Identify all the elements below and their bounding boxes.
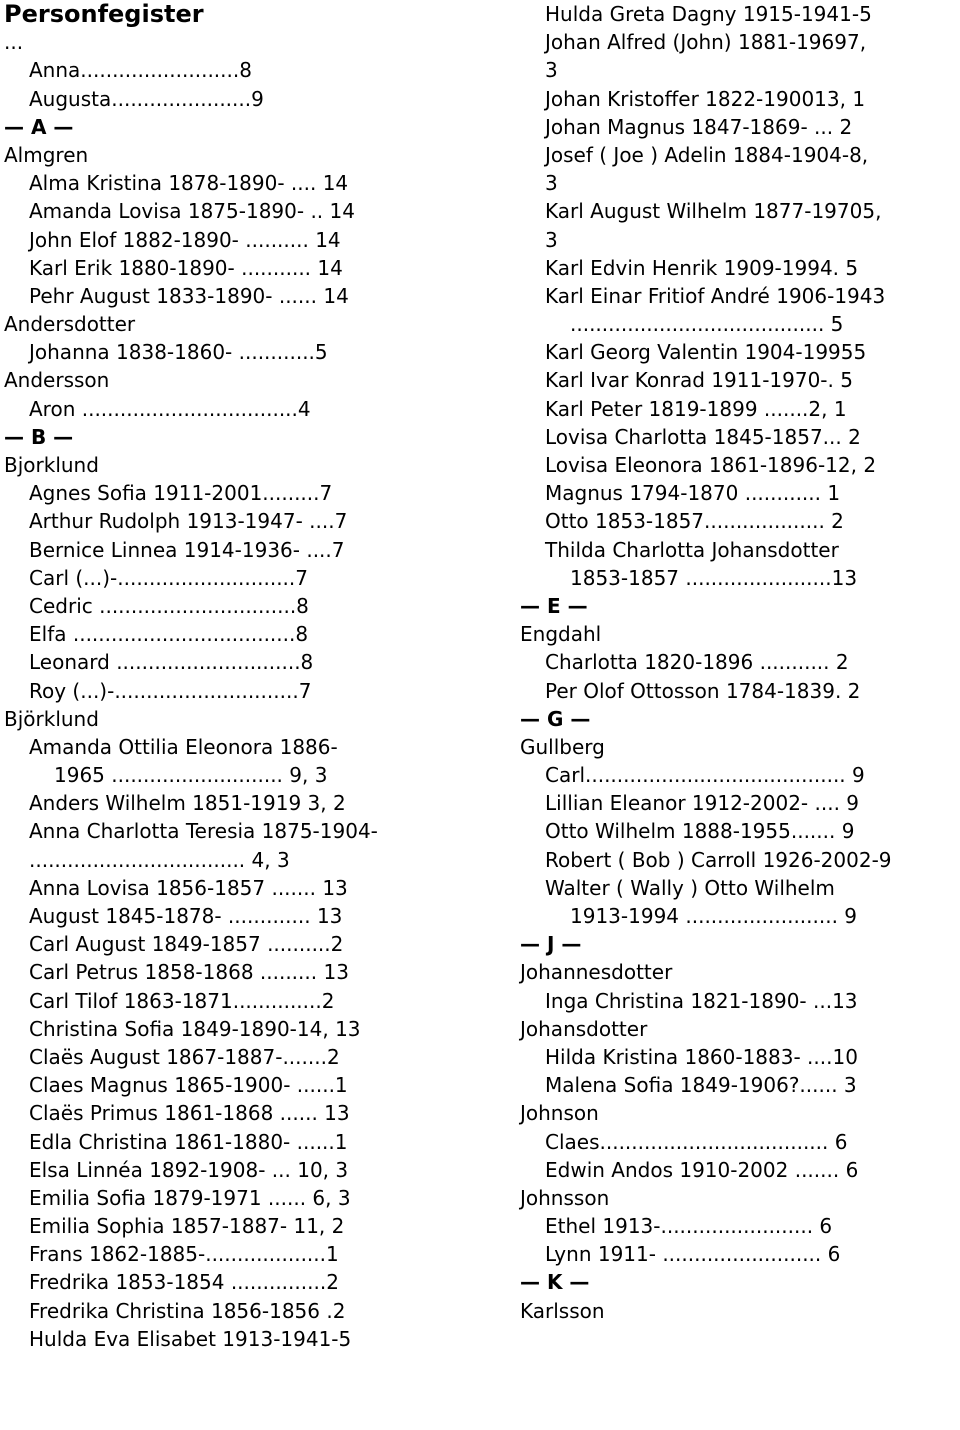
index-entry: Karl Erik 1880-1890- ........... 14	[29, 255, 343, 280]
letter-heading: — K —	[520, 1270, 590, 1295]
index-entry: Josef ( Joe ) Adelin 1884-1904-8,	[545, 142, 869, 167]
index-entry: Hilda Kristina 1860-1883- ....10	[545, 1044, 858, 1069]
index-entry: 1913-1994 ........................ 9	[570, 904, 858, 928]
index-entry: Per Olof Ottosson 1784-1839. 2	[545, 678, 861, 703]
index-entry: Johanna 1838-1860- ............5	[29, 340, 328, 365]
index-entry: Amanda Ottilia Eleonora 1886-	[29, 734, 338, 759]
index-entry: Claës August 1867-1887-.......2	[29, 1044, 340, 1069]
index-entry: Johan Alfred (John) 1881-19697,	[545, 30, 867, 55]
index-entry: Claës Primus 1861-1868 ...... 13	[29, 1101, 350, 1126]
index-entry: 3	[545, 58, 558, 83]
index-entry: Aron ..................................4	[29, 396, 311, 421]
surname-heading: Engdahl	[520, 622, 602, 647]
surname-heading: Bjorklund	[4, 453, 99, 477]
index-entry: Anders Wilhelm 1851-1919 3, 2	[29, 791, 346, 816]
surname-heading: Andersdotter	[4, 312, 136, 337]
index-entry: Elfa ...................................8	[29, 622, 309, 647]
surname-heading: Johannesdotter	[520, 960, 673, 985]
page-title: Personfegister	[4, 0, 204, 28]
index-entry: Carl (...)-............................7	[29, 565, 308, 590]
index-entry: Edwin Andos 1910-2002 ....... 6	[545, 1157, 859, 1182]
index-entry: John Elof 1882-1890- .......... 14	[29, 227, 341, 252]
index-entry: Carl August 1849-1857 ..........2	[29, 932, 344, 957]
index-entry: Edla Christina 1861-1880- ......1	[29, 1129, 348, 1154]
surname-heading: Johnsson	[520, 1185, 610, 1210]
index-entry: Frans 1862-1885-...................1	[29, 1242, 339, 1267]
index-entry: Otto Wilhelm 1888-1955....... 9	[545, 819, 855, 844]
index-entry: Lynn 1911- ......................... 6	[545, 1242, 841, 1267]
index-entry: Claes Magnus 1865-1900- ......1	[29, 1073, 348, 1098]
surname-heading: Andersson	[4, 368, 110, 393]
surname-heading: ...	[4, 30, 24, 55]
surname-heading: Johnson	[520, 1101, 599, 1126]
index-entry: Carl Tilof 1863-1871..............2	[29, 988, 335, 1013]
index-entry: Robert ( Bob ) Carroll 1926-2002-9	[545, 847, 892, 872]
letter-heading: — A —	[4, 114, 74, 139]
index-entry: Roy (...)-.............................7	[29, 678, 312, 703]
letter-heading: — E —	[520, 593, 588, 618]
letter-heading: — J —	[520, 932, 582, 957]
surname-heading: Gullberg	[520, 734, 605, 759]
index-entry: Karl Einar Fritiof André 1906-1943	[545, 283, 886, 308]
index-column-left	[4, 0, 434, 1353]
index-entry: Pehr August 1833-1890- ...... 14	[29, 283, 349, 308]
index-entry: Emilia Sophia 1857-1887- 11, 2	[29, 1214, 345, 1239]
index-entry: Elsa Linnéa 1892-1908- ... 10, 3	[29, 1157, 349, 1182]
index-entry: Agnes Sofia 1911-2001.........7	[29, 481, 333, 506]
index-entry: Inga Christina 1821-1890- ...13	[545, 988, 858, 1013]
index-entry: Karl August Wilhelm 1877-19705,	[545, 199, 882, 224]
index-entry: 1853-1857 .......................13	[570, 565, 858, 590]
index-entry: Ethel 1913-........................ 6	[545, 1214, 833, 1239]
index-entry: Karl Peter 1819-1899 .......2, 1	[545, 396, 847, 421]
index-entry: Walter ( Wally ) Otto Wilhelm	[545, 875, 835, 900]
index-entry: Alma Kristina 1878-1890- .... 14	[29, 171, 349, 196]
index-entry: 1965 ........................... 9, 3	[54, 763, 328, 788]
index-entry: Karl Ivar Konrad 1911-1970-. 5	[545, 368, 853, 393]
index-entry: Thilda Charlotta Johansdotter	[545, 537, 839, 562]
index-entry: August 1845-1878- ............. 13	[29, 904, 343, 928]
index-entry: 3	[545, 171, 558, 196]
index-entry: Lovisa Eleonora 1861-1896-12, 2	[545, 453, 877, 477]
index-entry: Johan Magnus 1847-1869- ... 2	[545, 114, 853, 139]
index-entry: Hulda Greta Dagny 1915-1941-5	[545, 2, 872, 26]
index-entry: Leonard .............................8	[29, 650, 314, 675]
index-entry: 3	[545, 227, 558, 252]
index-entry: ........................................ 5	[570, 312, 844, 337]
index-entry: Fredrika 1853-1854 ...............2	[29, 1270, 339, 1295]
index-entry: Carl......................................... 9	[545, 763, 865, 788]
index-entry: Malena Sofia 1849-1906?...... 3	[545, 1073, 857, 1098]
surname-heading: Almgren	[4, 142, 89, 167]
surname-heading: Karlsson	[520, 1298, 605, 1323]
index-entry: Claes.................................... 6	[545, 1129, 848, 1154]
index-column-right	[520, 0, 960, 1325]
index-entry: Fredrika Christina 1856-1856 .2	[29, 1298, 346, 1323]
index-entry: Anna Charlotta Teresia 1875-1904-	[29, 819, 378, 844]
index-entry: Otto 1853-1857................... 2	[545, 509, 844, 534]
index-entry: Anna Lovisa 1856-1857 ....... 13	[29, 875, 348, 900]
index-entry: Lillian Eleanor 1912-2002- .... 9	[545, 791, 860, 816]
index-entry: Johan Kristoffer 1822-190013, 1	[545, 86, 866, 111]
surname-heading: Johansdotter	[520, 1016, 648, 1041]
index-entry: Augusta......................9	[29, 86, 264, 111]
index-entry: Arthur Rudolph 1913-1947- ....7	[29, 509, 348, 534]
index-entry: Bernice Linnea 1914-1936- ....7	[29, 537, 345, 562]
index-entry: Emilia Sofia 1879-1971 ...... 6, 3	[29, 1185, 351, 1210]
index-entry: Magnus 1794-1870 ............ 1	[545, 481, 841, 506]
index-entry: Karl Edvin Henrik 1909-1994. 5	[545, 255, 859, 280]
letter-heading: — B —	[4, 424, 74, 449]
surname-heading: Björklund	[4, 706, 99, 731]
index-entry: Charlotta 1820-1896 ........... 2	[545, 650, 849, 675]
index-entry: Hulda Eva Elisabet 1913-1941-5	[29, 1326, 352, 1351]
index-entry: Carl Petrus 1858-1868 ......... 13	[29, 960, 349, 985]
index-entry: Lovisa Charlotta 1845-1857... 2	[545, 424, 861, 449]
index-entry: Anna.........................8	[29, 58, 252, 83]
index-entry: .................................. 4, 3	[29, 847, 290, 872]
letter-heading: — G —	[520, 706, 591, 731]
index-entry: Karl Georg Valentin 1904-19955	[545, 340, 867, 365]
index-entry: Amanda Lovisa 1875-1890- .. 14	[29, 199, 355, 224]
index-entry: Cedric ...............................8	[29, 593, 309, 618]
index-entry: Christina Sofia 1849-1890-14, 13	[29, 1016, 361, 1041]
